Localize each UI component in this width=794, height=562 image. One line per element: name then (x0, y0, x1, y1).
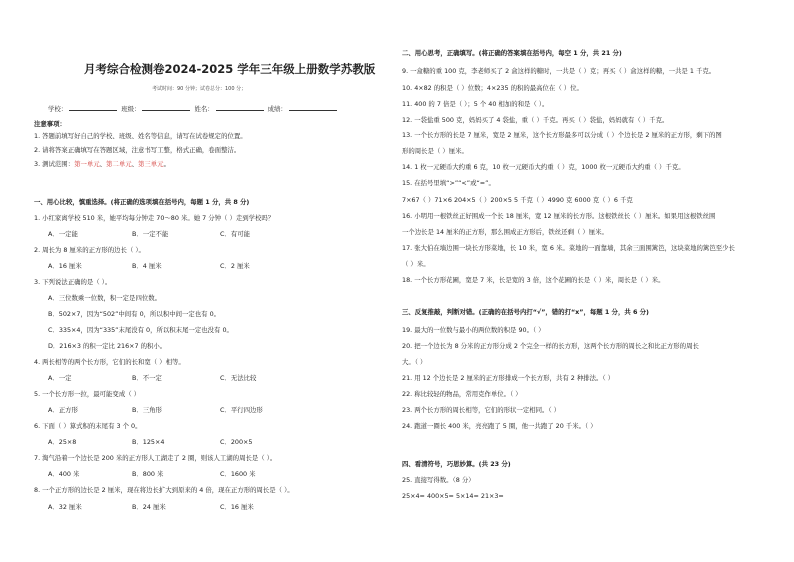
name-label: 姓名： (194, 105, 214, 113)
scope-sep-3: 。 (163, 160, 170, 168)
question-line: 22. 称比较轻的物品，常用克作单位。（ ） (402, 390, 522, 398)
option[interactable]: B．502×7，因为“502”中间有 0，所以积中间一定也有 0。 (48, 310, 221, 318)
question-line: 形的周长是（ ）厘米。 (402, 147, 468, 155)
section3-heading: 三、反复推敲，判断对错。(正确的在括号内打“√”，错的打“x”，每题 1 分，共 6 分) (402, 308, 649, 316)
question-line: 25. 直接写得数。（8 分） (402, 476, 475, 484)
scope-sep-1: 、 (99, 160, 107, 168)
question-line: 13. 一个长方形的长是 7 厘米，宽是 2 厘米，这个长方形最多可以分成（ ）个边长是 2 厘米的正方形，剩下的图 (402, 131, 722, 139)
option[interactable]: A．25×8 (48, 438, 77, 446)
option[interactable]: A．16 厘米 (48, 262, 82, 270)
option[interactable]: C．无法比较 (220, 374, 257, 382)
question-stem: 1. 小红家离学校 510 米，她平均每分钟走 70～80 米。她 7 分钟（ ）走到学校吗？ (34, 214, 275, 222)
school-label: 学校： (48, 105, 68, 113)
option[interactable]: C．200×5 (220, 438, 253, 446)
question-line: 20. 把一个边长为 8 分米的正方形分成 2 个完全一样的长方形，这两个长方形的周长之和比正方形的周长 (402, 342, 699, 350)
question-line: 一个边长是 14 厘米的正方形，那么围成正方形后，铁丝还剩（ ）厘米。 (402, 228, 608, 236)
note-2: 2. 请将答案正确填写在答题区域，注意书写工整，格式正确，卷面整洁。 (34, 146, 241, 154)
option[interactable]: B．三角形 (132, 406, 162, 414)
class-label: 班级： (121, 105, 141, 113)
note-3 (34, 160, 170, 168)
question-stem: 4. 两长相等的两个长方形，它们的长和宽（ ）相等。 (34, 358, 185, 366)
option[interactable]: C．2 厘米 (220, 262, 250, 270)
option[interactable]: B．800 米 (132, 470, 164, 478)
option[interactable]: A．正方形 (48, 406, 78, 414)
question-stem: 6. 下面（ ）算式积的末尾有 3 个 0。 (34, 422, 142, 430)
option[interactable]: A．32 厘米 (48, 503, 82, 511)
scope-unit-3: 第三单元 (138, 160, 164, 168)
option[interactable]: B．125×4 (132, 438, 165, 446)
question-line: 18. 一个长方形花圃，宽是 7 米，长是宽的 3 倍，这个花圃的长是（ ）米，周长是（ ）米。 (402, 276, 665, 284)
option[interactable]: B．不一定 (132, 374, 162, 382)
note-3-text: 3. 测试范围： (34, 160, 75, 168)
option[interactable]: B．4 厘米 (132, 262, 162, 270)
question-line: 24. 跑道一圈长 400 米，亮亮跑了 5 圈，他一共跑了 20 千米。（ ） (402, 422, 597, 430)
option[interactable]: A．一定 (48, 374, 72, 382)
question-stem: 8. 一个正方形的边长是 2 厘米，现在将边长扩大到原来的 4 倍，现在正方形的周长是（ ）。 (34, 486, 294, 494)
class-blank[interactable] (142, 104, 190, 111)
question-line: 21. 用 12 个边长是 2 厘米的正方形排成一个长方形，共有 2 种排法。（ ） (402, 374, 615, 382)
scope-unit-2: 第二单元 (106, 160, 132, 168)
exam-subtitle: 考试时间：90 分钟；试卷总分：100 分； (152, 86, 247, 92)
exam-title: 月考综合检测卷2024-2025 学年三年级上册数学苏教版 (84, 62, 376, 76)
question-line: 25×4= 400×5= 5×14= 21×3= (402, 492, 504, 500)
note-1: 1. 答题前填写好自己的学校、班级、姓名等信息，请写在试卷规定的位置。 (34, 132, 247, 140)
option[interactable]: A．三位数乘一位数，积一定是四位数。 (48, 294, 162, 302)
score-blank[interactable] (289, 104, 337, 111)
question-line: 14. 1 枚一元硬币大约重 6 克，10 枚一元硬币大约重（ ）克，1000 枚一元硬币大约重（ ）千克。 (402, 163, 685, 171)
question-line: 11. 400 的 7 倍是（ ）；5 个 40 相加的和是（ ）。 (402, 100, 549, 108)
question-line: 9. 一盒糖的重 100 克，李老师买了 2 盒这样的糖时，一共是（ ）克；再买（ ）盒这样的糖，一共是 1 千克。 (402, 67, 716, 75)
section1-heading: 一、用心比较，慎重选择。(将正确的选项填在括号内，每题 1 分，共 8 分) (34, 198, 250, 206)
option[interactable]: B．一定不能 (132, 230, 169, 238)
question-stem: 3. 下列说法正确的是（ ）。 (34, 278, 112, 286)
school-blank[interactable] (69, 104, 117, 111)
question-line: 19. 最大的一位数与最小的两位数的积是 90。（ ） (402, 326, 545, 334)
option[interactable]: C．1600 米 (220, 470, 256, 478)
notes-title: 注意事项： (34, 120, 66, 128)
question-line: 12. 一袋盐重 500 克，妈妈买了 4 袋盐，重（ ）千克。再买（ ）袋盐，妈妈就有（ ）千克。 (402, 116, 669, 124)
option[interactable]: C．有可能 (220, 230, 251, 238)
question-line: 大。（ ） (402, 358, 427, 366)
option[interactable]: D．216×3 的积一定比 216×7 的积小。 (48, 342, 167, 350)
question-line: 15. 在括号里填“>”“<”或“=”。 (402, 179, 495, 187)
question-line: 7×67（ ）71×6 204×5（ ）200×5 5 千克（ ）4990 克 6000 克（ ）6 千克 (402, 196, 633, 204)
scope-unit-1: 第一单元 (74, 160, 100, 168)
question-stem: 7. 淘气沿着一个边长是 200 米的正方形人工湖走了 2 圈，则该人工湖的周长是（ ）。 (34, 454, 277, 462)
question-stem: 2. 周长为 8 厘米的正方形的边长（ ）。 (34, 246, 145, 254)
question-line: 17. 张大伯在墙边围一块长方形菜地，长 10 米，宽 6 米。菜地的一面靠墙，其余三面围篱笆，这块菜地的篱笆至少长 (402, 244, 735, 252)
option[interactable]: B．24 厘米 (132, 503, 166, 511)
question-line: 16. 小明用一根铁丝正好围成一个长 18 厘米，宽 12 厘米的长方形。这根铁丝长（ ）厘米。如果用这根铁丝围 (402, 212, 716, 220)
section2-heading: 二、用心思考，正确填写。(将正确的答案填在括号内，每空 1 分，共 21 分) (402, 49, 622, 57)
section4-heading: 四、看清符号，巧思妙算。(共 23 分) (402, 460, 511, 468)
option[interactable]: A．400 米 (48, 470, 80, 478)
scope-sep-2: 、 (131, 160, 138, 168)
info-row (48, 104, 339, 113)
question-line: 10. 4×82 的积是（ ）位数；4×235 的积的最高位在（ ）位。 (402, 84, 583, 92)
name-blank[interactable] (216, 104, 264, 111)
question-line: 23. 两个长方形的周长相等，它们的形状一定相同。（ ） (402, 406, 561, 414)
option[interactable]: C．平行四边形 (220, 406, 263, 414)
option[interactable]: A．一定能 (48, 230, 78, 238)
question-line: （ ）米。 (402, 260, 430, 268)
option[interactable]: C．335×4，因为“335”末尾没有 0，所以积末尾一定也没有 0。 (48, 326, 233, 334)
score-label: 成绩： (267, 105, 287, 113)
question-stem: 5. 一个长方形一拉，最可能变成（ ） (34, 390, 141, 398)
option[interactable]: C．16 厘米 (220, 503, 254, 511)
